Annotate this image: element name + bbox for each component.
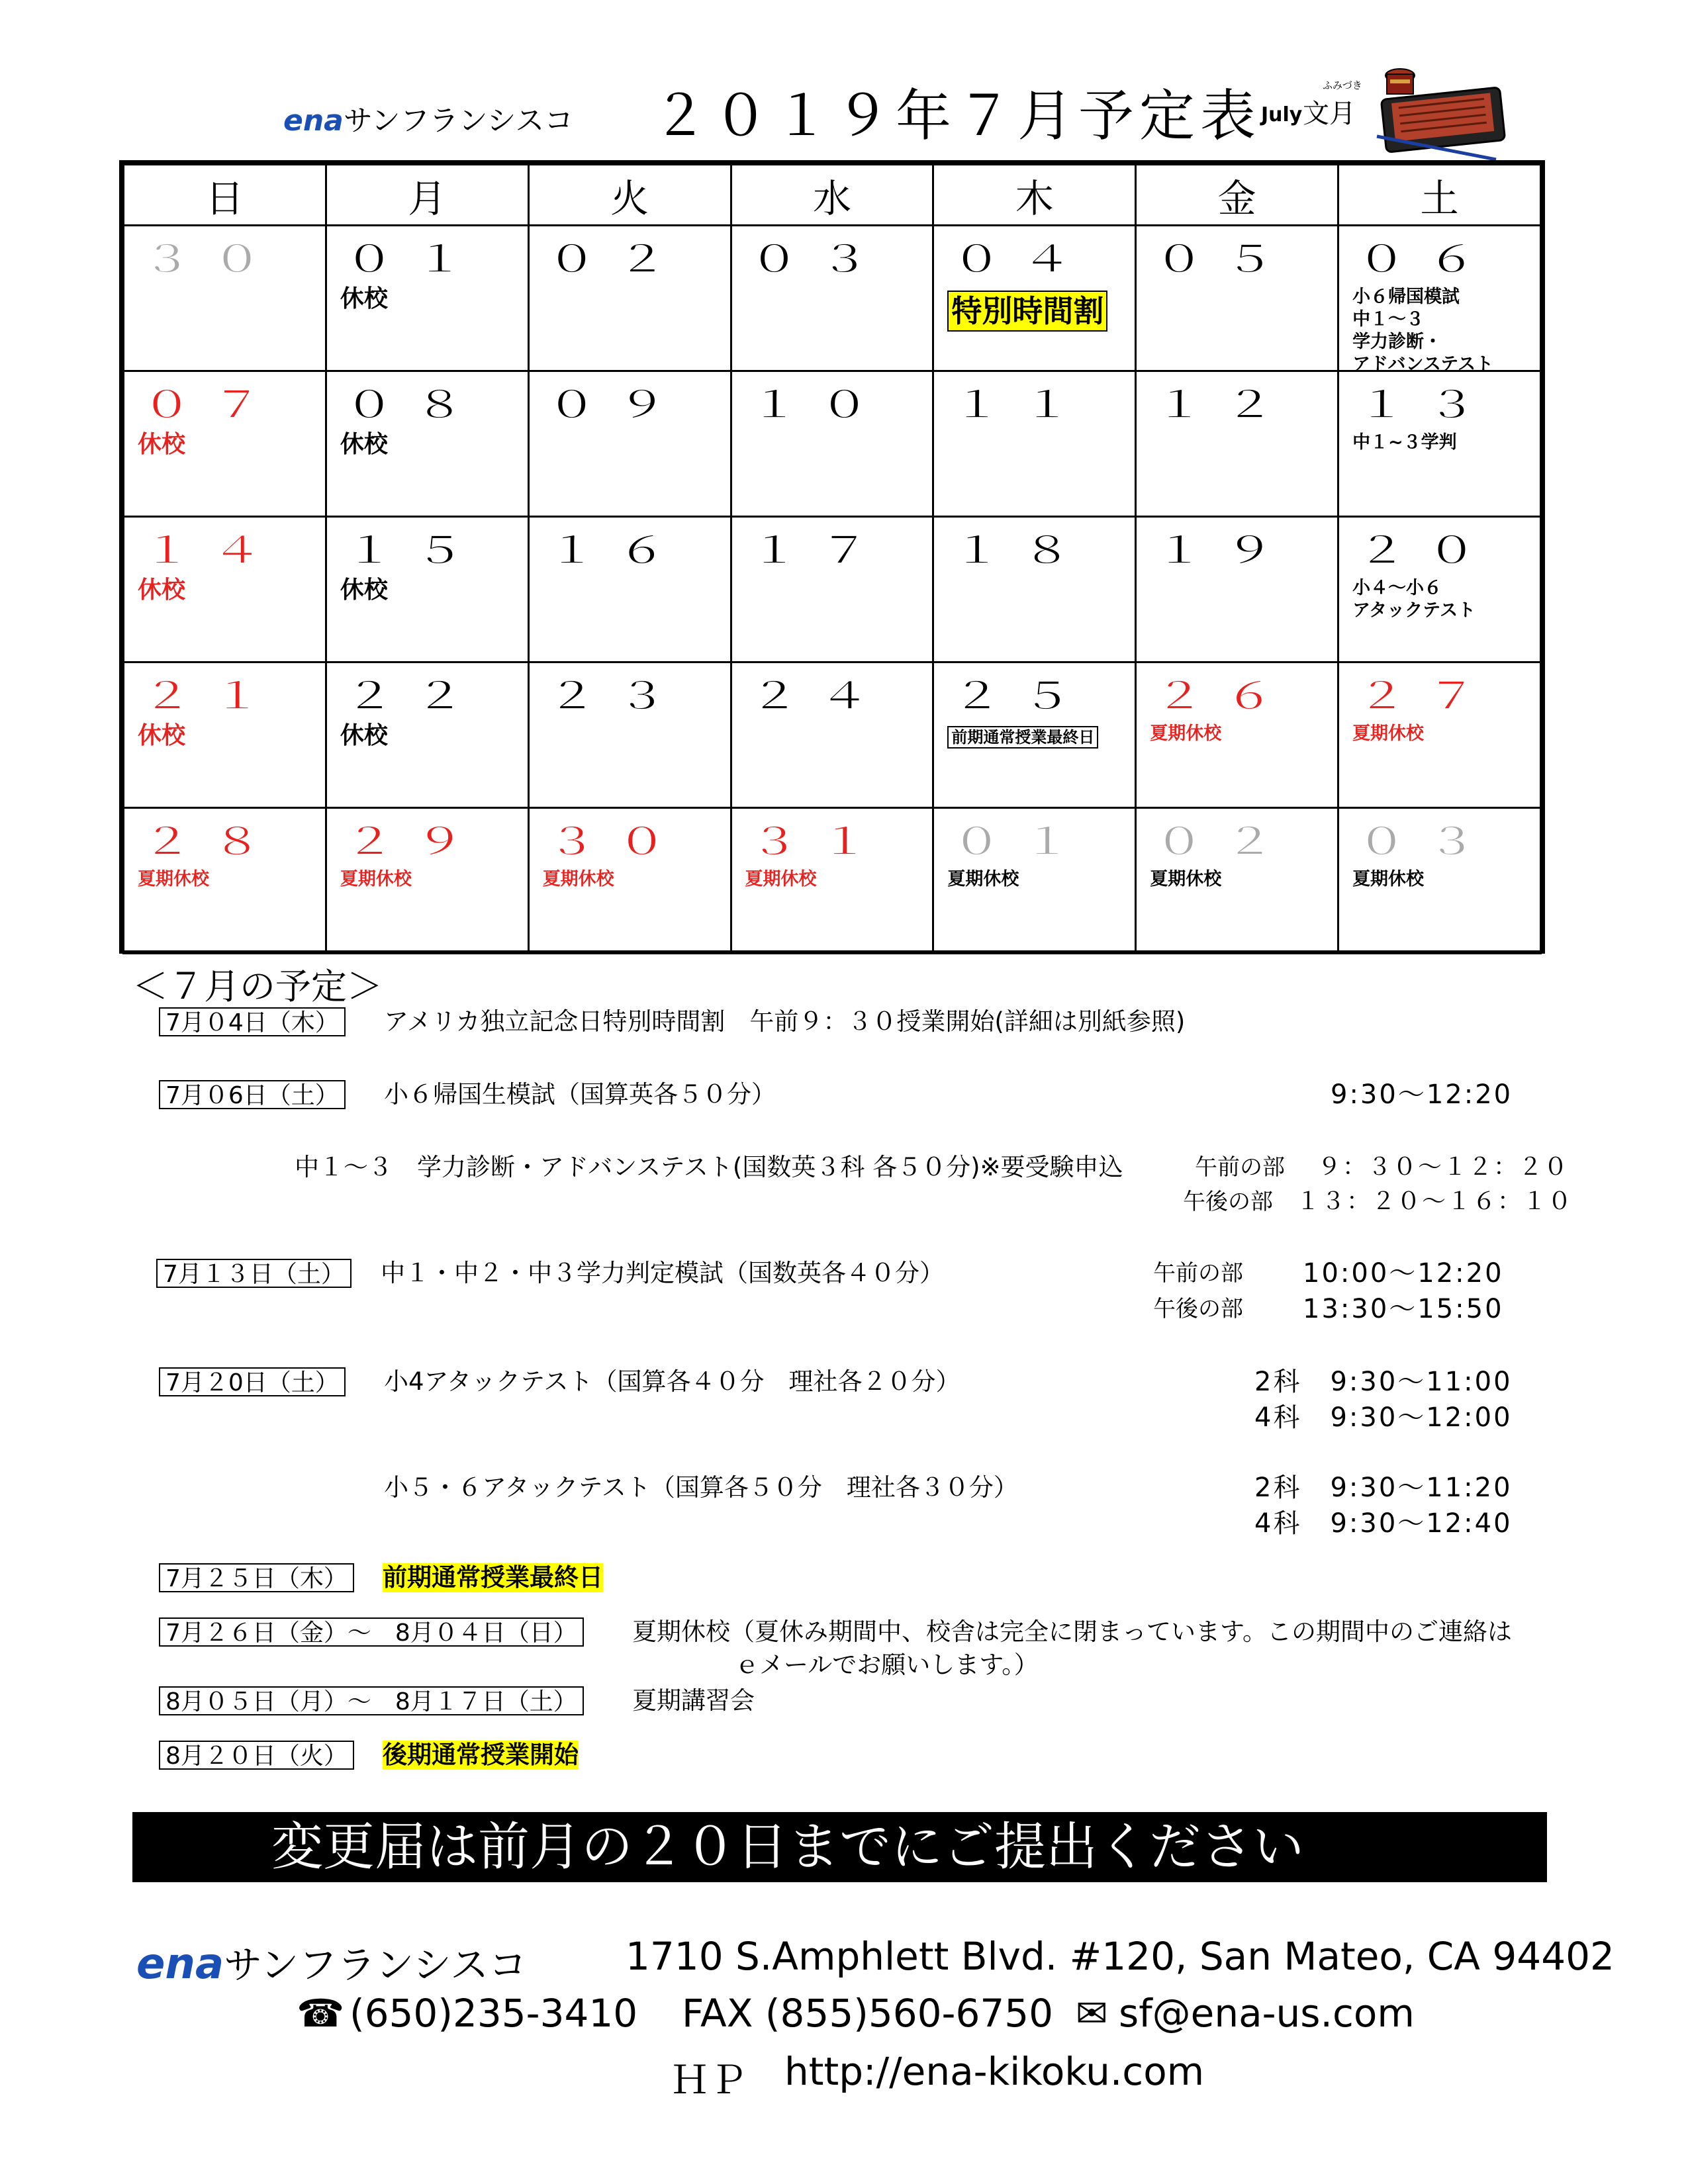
schedule-time: ９：３０～１２：２０: [1317, 1154, 1570, 1181]
day-note-line: 学力診断・: [1352, 332, 1442, 352]
day-note: [1352, 868, 1424, 891]
day-number: ２１: [142, 674, 282, 717]
calendar-week-row: [124, 808, 1541, 954]
weekday-header-row: [124, 165, 1541, 226]
weekday-tue: 火: [528, 165, 731, 226]
day-number: ０１: [951, 820, 1092, 863]
day-number: ２３: [546, 674, 687, 717]
day-note-line: 夏期休校: [1150, 723, 1222, 744]
calendar-day-cell: [528, 226, 731, 371]
day-number: ２７: [1356, 674, 1497, 717]
calendar-day-cell: [528, 808, 731, 954]
calendar-day-cell: [933, 662, 1136, 808]
calendar-grid: [119, 160, 1545, 954]
day-number: １０: [749, 383, 890, 426]
weekday-sun: 日: [124, 165, 326, 226]
calendar-week-row: [124, 371, 1541, 517]
calendar-day-cell: [124, 808, 326, 954]
calendar-day-cell: [124, 371, 326, 517]
day-number: １５: [344, 529, 485, 572]
schedule-time: 4科 9:30～12:40: [1254, 1508, 1513, 1539]
day-number: ０６: [1356, 238, 1497, 281]
schedule-highlight: 後期通常授業開始: [383, 1741, 579, 1769]
day-note: 休校: [340, 722, 388, 749]
calendar-day-cell: [1338, 808, 1541, 954]
day-note: [1352, 723, 1424, 745]
weekday-thu: 木: [933, 165, 1136, 226]
day-number: ０５: [1154, 238, 1295, 281]
day-note: 休校: [340, 576, 388, 604]
footer-fax: FAX (855)560-6750: [682, 1991, 1054, 2036]
calendar-day-cell: [731, 662, 933, 808]
schedule-title: ＜７月の予定＞: [132, 966, 383, 1007]
day-note-line: 中１~３学判: [1352, 432, 1457, 453]
calendar-day-cell: [731, 371, 933, 517]
day-note: [947, 868, 1019, 891]
month-japanese: 文月: [1303, 99, 1356, 129]
brand-name: サンフランシスコ: [343, 104, 574, 138]
calendar-week-row: [124, 517, 1541, 662]
schedule-date: 7月２５日（木）: [159, 1563, 354, 1592]
calendar-day-cell: [326, 226, 528, 371]
schedule-date: 7月０4日（木）: [159, 1007, 346, 1036]
day-note-line: 小４～小６: [1352, 578, 1442, 598]
day-note: [340, 868, 412, 891]
weekday-sat: 土: [1338, 165, 1541, 226]
schedule-text: 夏期休校（夏休み期間中、校舎は完全に閉まっています。この期間中のご連絡は: [632, 1617, 1513, 1646]
calendar-day-cell: [1136, 808, 1338, 954]
calendar-day-cell: [326, 517, 528, 662]
schedule-label: 午後の部: [1183, 1189, 1273, 1215]
day-note: 休校: [138, 722, 186, 749]
schedule-time: 13:30～15:50: [1303, 1294, 1504, 1324]
footer-hp-label: ＨＰ: [671, 2058, 748, 2103]
calendar-day-cell: [528, 371, 731, 517]
calendar-day-cell: [1338, 517, 1541, 662]
day-note-line: 夏期休校: [340, 869, 412, 889]
calendar-day-cell: [124, 517, 326, 662]
day-number: ２２: [344, 674, 485, 717]
schedule-label: 午後の部: [1153, 1296, 1243, 1322]
calendar-day-cell: [326, 662, 528, 808]
footer-brand: [136, 1934, 527, 1989]
schedule-time: 2科 9:30～11:20: [1254, 1473, 1513, 1503]
day-number: １１: [951, 383, 1092, 426]
calendar-day-cell: [1136, 662, 1338, 808]
day-note-line: 夏期休校: [542, 869, 614, 889]
calendar-day-cell: [933, 371, 1136, 517]
day-note-line: 小６帰国模試: [1352, 287, 1460, 307]
day-number: ２４: [749, 674, 890, 717]
calendar-day-cell: [1338, 662, 1541, 808]
day-note-line: 夏期休校: [745, 869, 817, 889]
special-schedule-badge: 特別時間割: [947, 291, 1107, 332]
calendar-day-cell: [1136, 226, 1338, 371]
schedule-date: 8月０５日（月）～ 8月１７日（土）: [159, 1686, 584, 1715]
envelope-icon: ✉: [1076, 1991, 1108, 2036]
calendar-day-cell: [731, 517, 933, 662]
day-note: 休校: [138, 431, 186, 458]
calendar-day-cell: [933, 517, 1136, 662]
calendar-day-cell: [1338, 371, 1541, 517]
schedule-time: 9:30～12:20: [1331, 1079, 1513, 1110]
day-number: ０２: [1154, 820, 1295, 863]
day-number: ０２: [546, 238, 687, 281]
calendar-day-cell: [528, 662, 731, 808]
footer-address: 1710 S.Amphlett Blvd. #120, San Mateo, CA 94402: [626, 1934, 1615, 1979]
day-note-line: 夏期休校: [1352, 723, 1425, 744]
schedule-label: 午前の部: [1195, 1154, 1285, 1181]
schedule-date: 7月２６日（金）～ 8月０４日（日）: [159, 1617, 584, 1647]
calendar-day-cell: [933, 808, 1136, 954]
day-number: ０９: [546, 383, 687, 426]
schedule-time: 4科 9:30～12:00: [1254, 1402, 1513, 1433]
footer-phone: (650)235-3410: [350, 1991, 638, 2036]
day-number: ０４: [951, 238, 1092, 281]
schedule-date: 7月０6日（土）: [159, 1080, 346, 1109]
footer-ena-logo: ena: [136, 1940, 224, 1989]
calendar-day-cell: [1136, 517, 1338, 662]
day-note: [138, 868, 209, 891]
day-note-line: 夏期休校: [1150, 869, 1222, 889]
day-number: ０３: [749, 238, 890, 281]
calendar-day-cell: [528, 517, 731, 662]
schedule-date: 7月１３日（土）: [156, 1259, 352, 1288]
calendar-day-cell: [731, 226, 933, 371]
last-class-day-badge: 前期通常授業最終日: [947, 726, 1098, 749]
day-number: ０８: [344, 383, 485, 426]
day-note-line: アタックテスト: [1352, 600, 1476, 621]
schedule-highlight: 前期通常授業最終日: [383, 1563, 603, 1592]
weekday-mon: 月: [326, 165, 528, 226]
day-number: ２９: [344, 820, 485, 863]
footer-email[interactable]: sf@ena-us.com: [1119, 1991, 1415, 2036]
header-brand: [283, 97, 573, 139]
calendar-day-cell: [731, 808, 933, 954]
day-note: 休校: [138, 576, 186, 604]
schedule-time: 2科 9:30～11:00: [1254, 1367, 1513, 1397]
day-note-line: 夏期休校: [1352, 869, 1425, 889]
schedule-label: 午前の部: [1153, 1260, 1243, 1287]
schedule-time: 10:00～12:20: [1303, 1258, 1504, 1289]
day-note: 休校: [340, 431, 388, 458]
calendar-day-cell: [1136, 371, 1338, 517]
day-note: 休校: [340, 285, 388, 312]
day-number: ３０: [142, 238, 282, 281]
schedule-text: 小６帰国生模試（国算英各５０分）: [384, 1080, 776, 1109]
schedule-text: 小５・６アタックテスト（国算各５０分 理社各３０分）: [384, 1473, 1018, 1502]
calendar-day-cell: [124, 226, 326, 371]
schedule-date: 8月２０日（火）: [159, 1741, 354, 1770]
notice-banner: 変更届は前月の２０日までにご提出ください: [132, 1812, 1547, 1882]
day-note: [1352, 286, 1493, 376]
unagi-bento-icon: [1364, 57, 1516, 163]
calendar-week-row: [124, 662, 1541, 808]
day-note-line: 夏期休校: [138, 869, 209, 889]
schedule-text: 夏期講習会: [632, 1686, 755, 1715]
day-number: ０７: [142, 383, 282, 426]
day-number: ２５: [951, 674, 1092, 717]
calendar-day-cell: [124, 662, 326, 808]
day-number: １６: [546, 529, 687, 572]
schedule-date: 7月２0日（土）: [159, 1367, 346, 1396]
schedule-text: 中１・中２・中３学力判定模試（国数英各４０分）: [381, 1259, 944, 1287]
day-note-line: アドバンステスト: [1352, 354, 1494, 375]
brand-ena-logo: ena: [283, 104, 344, 138]
day-note-line: 夏期休校: [947, 869, 1019, 889]
weekday-fri: 金: [1136, 165, 1338, 226]
calendar-day-cell: [326, 371, 528, 517]
day-note: [1150, 868, 1221, 891]
day-number: ２６: [1154, 674, 1295, 717]
day-number: ０１: [344, 238, 485, 281]
day-number: ２０: [1356, 529, 1497, 572]
day-number: １９: [1154, 529, 1295, 572]
day-number: ３１: [749, 820, 890, 863]
schedule-text: ｅメールでお願いします。）: [735, 1651, 1039, 1679]
day-number: １４: [142, 529, 282, 572]
day-number: １２: [1154, 383, 1295, 426]
day-note: [745, 868, 817, 891]
day-number: ３０: [546, 820, 687, 863]
month-english: July: [1261, 103, 1303, 126]
schedule-time: １３：２０～１６：１０: [1296, 1188, 1573, 1215]
day-number: １３: [1356, 383, 1497, 426]
footer-brand-name: サンフランシスコ: [224, 1942, 528, 1987]
schedule-text: 小4アタックテスト（国算各４０分 理社各２０分）: [384, 1367, 961, 1396]
weekday-wed: 水: [731, 165, 933, 226]
day-note: [1150, 723, 1221, 745]
month-ruby: ふみづき: [1323, 79, 1362, 91]
schedule-text: アメリカ独立記念日特別時間割 午前９：３０授業開始(詳細は別紙参照): [384, 1007, 1186, 1036]
day-number: ２８: [142, 820, 282, 863]
day-note: [1352, 432, 1457, 454]
calendar-week-row: [124, 226, 1541, 371]
day-note-line: 中１～３: [1352, 309, 1425, 330]
day-note: [543, 868, 614, 891]
telephone-icon: ☎: [297, 1991, 345, 2036]
calendar-day-cell: [933, 226, 1136, 371]
page-title: ２０１９年７月予定表: [652, 83, 1262, 148]
day-number: １８: [951, 529, 1092, 572]
footer-url[interactable]: http://ena-kikoku.com: [784, 2049, 1205, 2094]
schedule-text: 中１～３ 学力診断・アドバンステスト(国数英３科 各５０分)※要受験申込: [295, 1153, 1123, 1181]
calendar-day-cell: [326, 808, 528, 954]
calendar-day-cell: [1338, 226, 1541, 375]
day-note: [1352, 577, 1476, 622]
day-number: １７: [749, 529, 890, 572]
day-number: ０３: [1356, 820, 1497, 863]
